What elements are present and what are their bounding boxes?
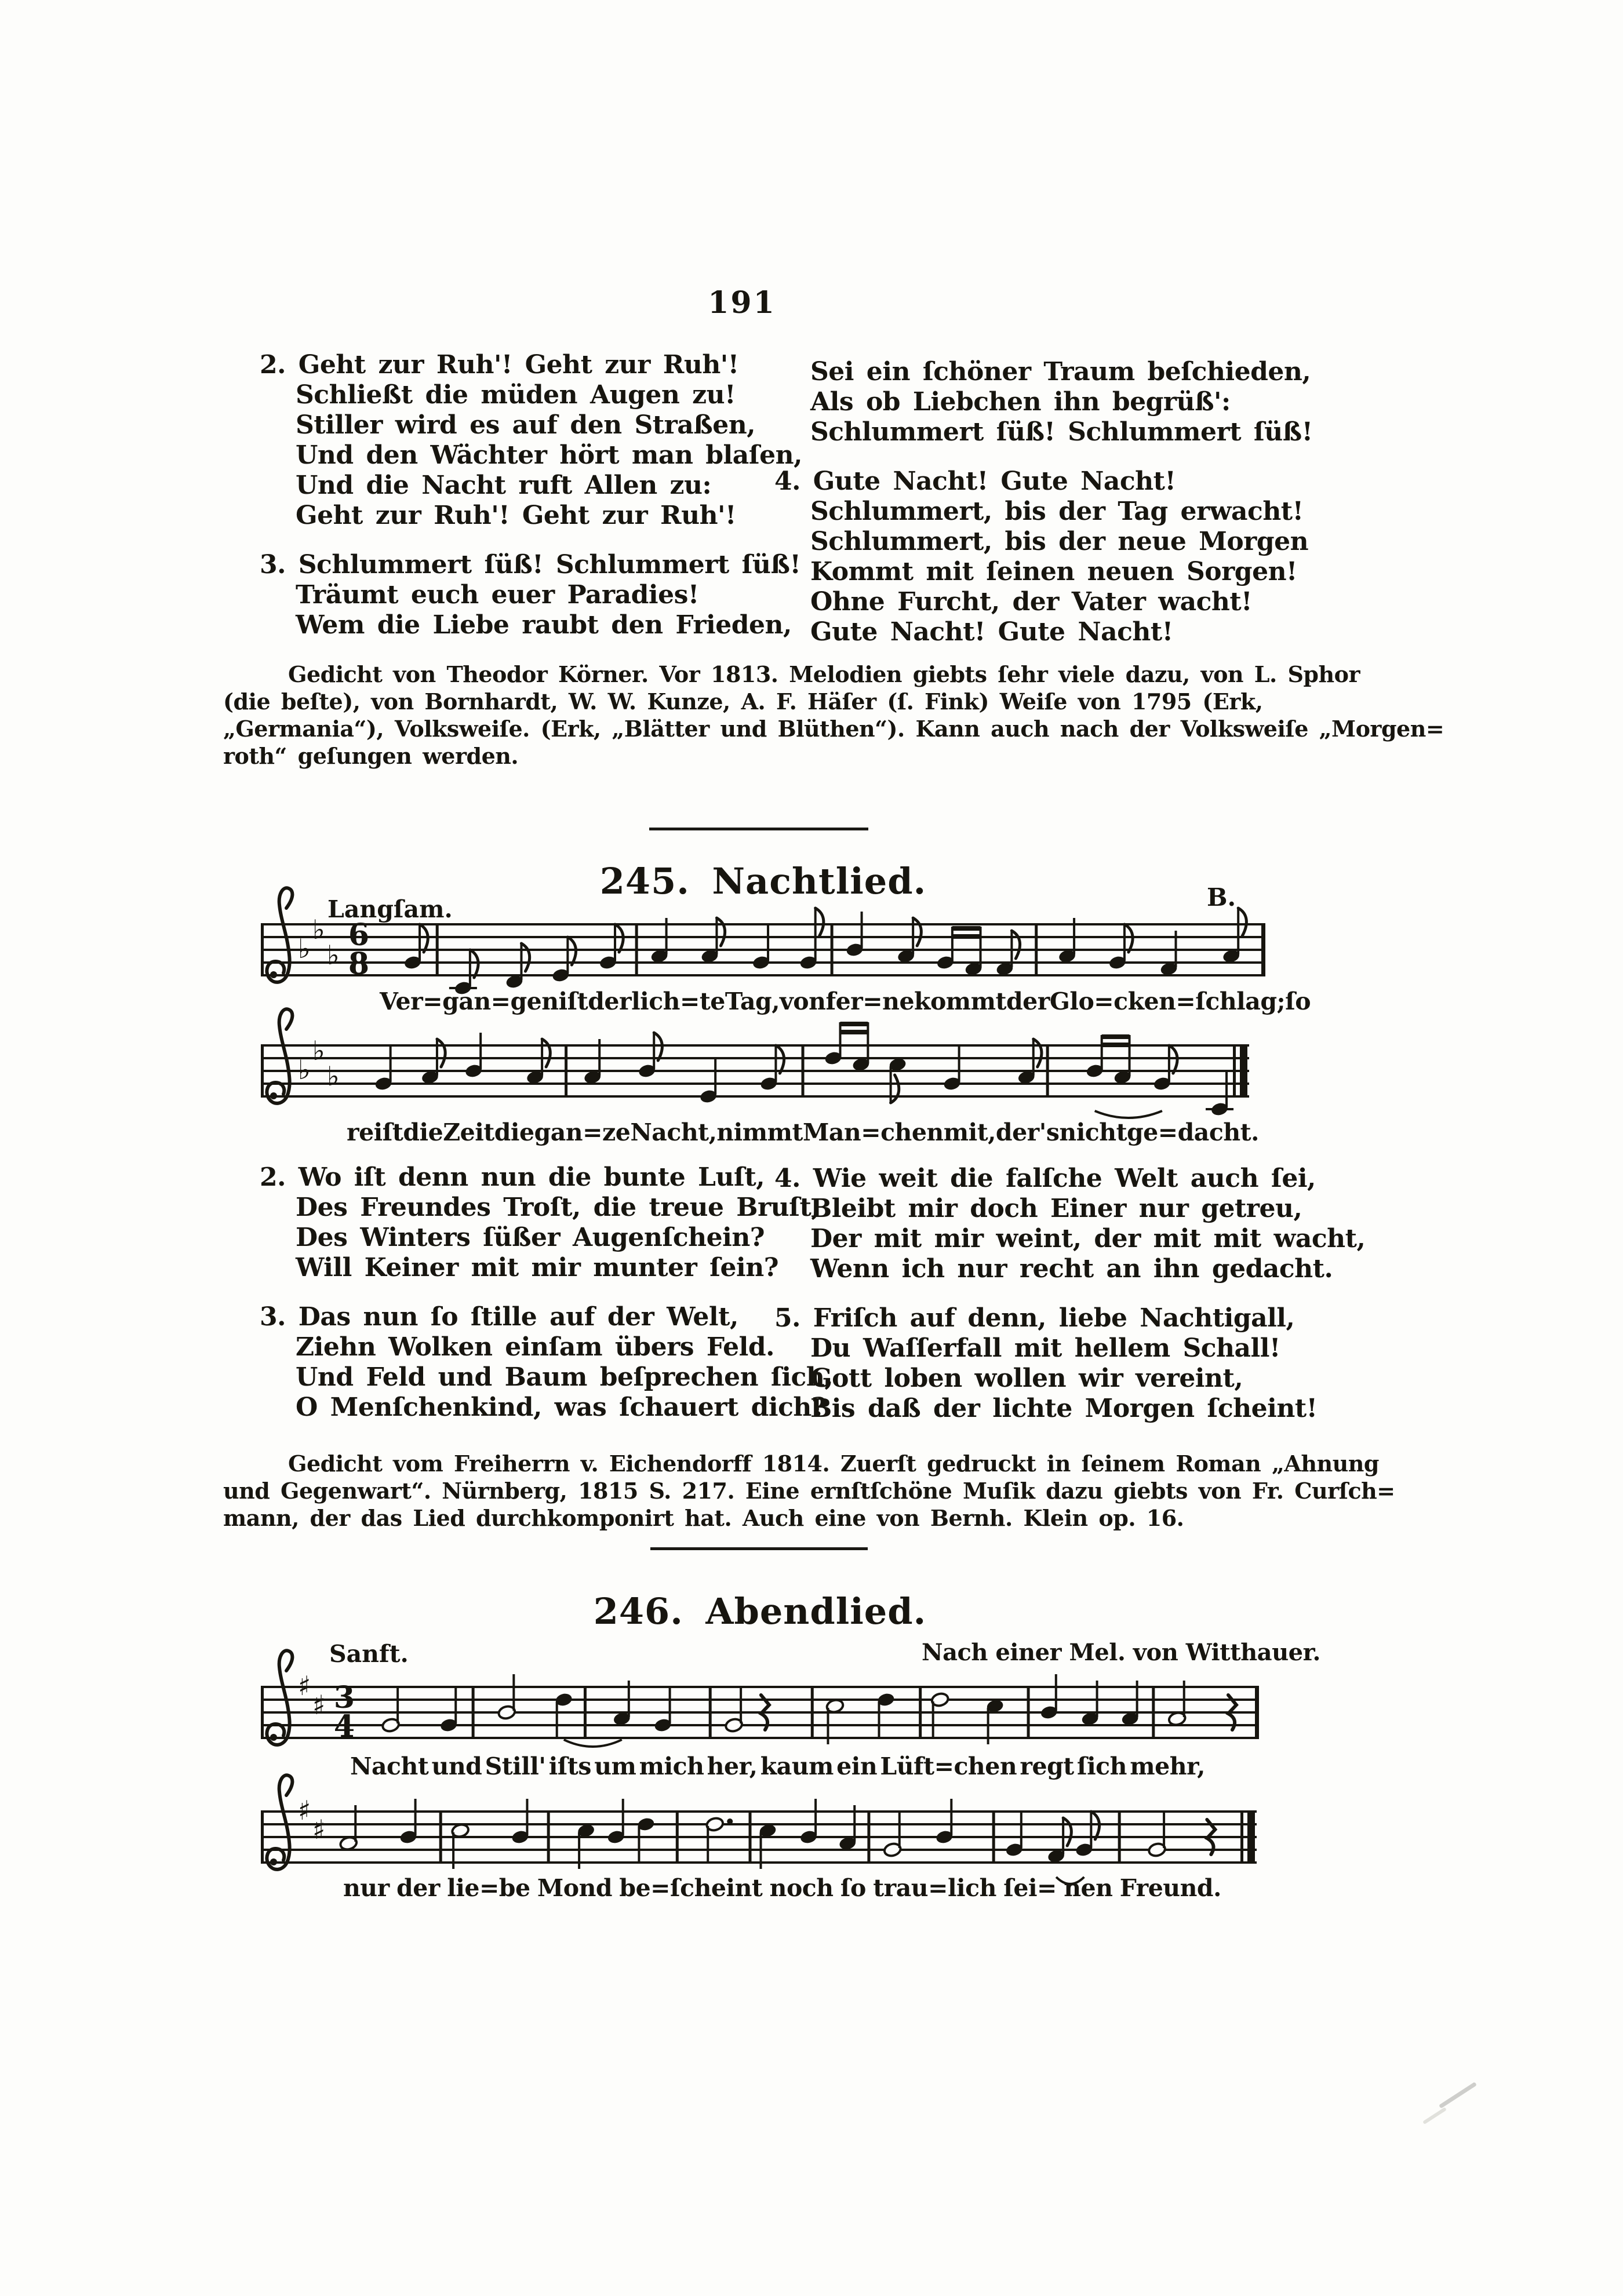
verse-line: Und den Wächter hört man blaſen, <box>296 440 802 470</box>
lyric-syllable: die <box>403 1118 443 1146</box>
treble-clef-icon <box>270 1858 277 1865</box>
verse-line: Schließt die müden Augen zu! <box>296 380 736 410</box>
song-246-heading: 246. Abendlied. <box>593 1590 927 1632</box>
lyric-syllable: ſich <box>1076 1752 1127 1780</box>
attribution-line: Gedicht von Theodor Körner. Vor 1813. Melodien giebts ſehr viele dazu, von L. Sphor <box>288 661 1360 687</box>
lyric-syllable: um <box>594 1752 636 1780</box>
barline <box>992 1810 995 1864</box>
barline <box>261 1810 264 1864</box>
song-245-verses-right <box>774 1164 1365 1443</box>
barline <box>831 923 834 976</box>
final-barline-thick <box>1247 1810 1255 1864</box>
lyric-syllable: mich <box>639 1752 704 1780</box>
attribution-line: Gedicht vom Freiherrn v. Eichendorff 1814. Zuerſt gedruckt in ſeinem Roman „Ahnung <box>288 1451 1379 1477</box>
key-signature-accidental: ♭ <box>327 1060 340 1092</box>
verse-line: Schlummert ſüß! Schlummert ſüß! <box>810 417 1313 447</box>
verse-line: Will Keiner mit mir munter ſein? <box>296 1253 779 1282</box>
verse-line: Wenn ich nur recht an ihn gedacht. <box>810 1254 1333 1284</box>
final-barline-thick <box>1240 1044 1247 1098</box>
song-245-heading: 245. Nachtlied. <box>599 860 927 902</box>
lyric-syllable: iſt <box>558 987 588 1015</box>
barline <box>919 1686 922 1739</box>
song-245-verses-left <box>260 1162 833 1442</box>
page-number: 191 <box>708 285 776 320</box>
verse-line: Du Waſſerfall mit hellem Schall! <box>810 1333 1280 1363</box>
treble-clef-icon <box>267 888 292 982</box>
attribution-line: „Germania“), Volksweiſe. (Erk, „Blätter und Blüthen“). Kann auch nach der Volksweiſe „Morgen= <box>223 716 1444 742</box>
lyric-syllable: lie=be <box>447 1874 530 1902</box>
key-signature-accidental: ♯ <box>298 1795 311 1826</box>
verse-line: Kommt mit ſeinen neuen Sorgen! <box>810 557 1297 586</box>
lyric-syllable: nur <box>343 1874 390 1902</box>
treble-clef-icon <box>270 1092 277 1099</box>
eighth-flag <box>542 1039 550 1067</box>
verse-line: 3. Das nun ſo ſtille auf der Welt, <box>260 1302 738 1332</box>
verse-line: Als ob Liebchen ihn begrüß': <box>810 387 1231 417</box>
lyric-syllable: gan=ze <box>534 1118 631 1146</box>
lyric-syllable: nen <box>1064 1874 1113 1902</box>
eighth-flag <box>816 908 824 936</box>
attribution-line: (die beſte), von Bornhardt, W. W. Kunze, A. F. Häſer (ſ. Fink) Weiſe von 1795 (Erk, <box>223 688 1263 715</box>
song-246-tempo-label: Sanft. <box>329 1640 409 1668</box>
lyric-syllable: von <box>779 987 826 1015</box>
end-barline <box>1255 1686 1259 1739</box>
time-signature: 6 <box>348 917 370 953</box>
lyric-syllable: Ver=gan=gen <box>380 987 559 1015</box>
lyric-syllable: regt <box>1020 1752 1074 1780</box>
lyric-syllable: fer=ne <box>825 987 915 1015</box>
barline <box>635 923 638 976</box>
barline <box>1046 1044 1049 1098</box>
lyric-syllable: ge= <box>1127 1118 1178 1146</box>
treble-clef-icon <box>267 1009 292 1103</box>
barline <box>472 1686 475 1739</box>
verse <box>260 350 802 531</box>
lyric-syllable: Nacht, <box>630 1118 717 1146</box>
barline <box>749 1810 752 1864</box>
final-barline-thin <box>1233 1044 1236 1098</box>
eighth-flag <box>1034 1039 1042 1067</box>
verse-line: 4. Wie weit die falſche Welt auch ſei, <box>774 1164 1316 1193</box>
verse-line: Gott loben wollen wir vereint, <box>810 1364 1243 1393</box>
prev-song-note <box>223 661 1444 770</box>
time-signature: 8 <box>348 946 370 982</box>
verse-line: O Menſchenkind, was ſchauert dich? <box>296 1393 827 1422</box>
lyric-syllable: Tag, <box>725 987 780 1015</box>
lyric-syllable: der <box>1006 987 1050 1015</box>
lyric-syllable: be=ſcheint <box>619 1874 763 1902</box>
lyric-syllable: der's <box>995 1118 1060 1146</box>
lyric-syllable: ſo <box>840 1874 866 1902</box>
lyric-syllable: Still' <box>485 1752 546 1780</box>
eighth-flag <box>1063 1818 1071 1846</box>
key-signature-accidental: ♭ <box>298 933 311 964</box>
lyric-syllable: Freund. <box>1119 1874 1221 1902</box>
verse-line: 2. Geht zur Ruh'! Geht zur Ruh'! <box>260 350 739 380</box>
barline <box>565 1044 567 1098</box>
key-signature-accidental: ♭ <box>298 1054 311 1085</box>
verse-line: Der mit mir weint, der mit mit wacht, <box>810 1224 1366 1253</box>
barline <box>1027 1686 1030 1739</box>
prev-song-verses-right <box>774 357 1313 666</box>
lyric-syllable: nimmt <box>716 1118 803 1146</box>
barline <box>261 923 264 976</box>
song-245-voice-mark: B. <box>1207 883 1236 912</box>
verse <box>774 1164 1365 1284</box>
lyric-syllable: der <box>588 987 632 1015</box>
treble-clef-icon <box>270 971 277 978</box>
lyric-syllable: noch <box>769 1874 834 1902</box>
lyric-syllable: iſts <box>548 1752 591 1780</box>
verse <box>774 357 1313 447</box>
lyric-syllable: Nacht <box>350 1752 429 1780</box>
lyric-syllable: die <box>494 1118 534 1146</box>
treble-clef-icon <box>267 1775 292 1869</box>
prev-song-verses-left <box>260 350 802 659</box>
lyric-syllable: mehr, <box>1130 1752 1205 1780</box>
eighth-flag <box>913 918 921 946</box>
verse <box>260 550 802 640</box>
eighth-flag <box>891 1075 899 1103</box>
lyric-syllable: Lüft=chen <box>880 1752 1017 1780</box>
verse-line: Sei ein ſchöner Traum beſchieden, <box>810 357 1311 387</box>
verse-line: 3. Schlummert ſüß! Schlummert ſüß! <box>260 550 801 580</box>
key-signature-accidental: ♯ <box>312 1689 326 1721</box>
verse-line: Und Feld und Baum beſprechen ſich, <box>296 1362 834 1392</box>
song-246-melody-credit: Nach einer Mel. von Witthauer. <box>922 1639 1320 1666</box>
slur <box>1095 1111 1162 1118</box>
lyrics-246-line2 <box>343 1874 1221 1902</box>
lyric-syllable: kaum <box>760 1752 834 1780</box>
verse-line: Wem die Liebe raubt den Frieden, <box>296 610 792 640</box>
lyric-syllable: Glo=cken=ſchlag; <box>1049 987 1286 1015</box>
section-divider <box>649 828 868 830</box>
slur <box>564 1740 622 1747</box>
verse-line: Ziehn Wolken einſam übers Feld. <box>296 1332 774 1362</box>
song-245-tempo-label: Langſam. <box>327 895 453 923</box>
eighth-flag <box>1238 908 1246 936</box>
lyric-syllable: reiſt <box>347 1118 403 1146</box>
barline <box>1118 1810 1121 1864</box>
scan-smudge <box>1422 2107 1447 2124</box>
lyric-syllable: und <box>431 1752 482 1780</box>
song-245-note <box>223 1450 1416 1532</box>
verse-line: Des Freundes Troſt, die treue Bruſt, <box>296 1193 820 1222</box>
verse-line: 4. Gute Nacht! Gute Nacht! <box>774 467 1176 496</box>
eighth-flag <box>716 918 725 946</box>
lyric-syllable: ſo <box>1285 987 1311 1015</box>
key-signature-accidental: ♯ <box>298 1670 311 1701</box>
verse-line: Schlummert, bis der neue Morgen <box>810 527 1309 556</box>
lyrics-245-line2 <box>347 1118 1259 1146</box>
key-signature-accidental: ♭ <box>327 939 340 971</box>
end-barline <box>1261 923 1265 976</box>
verse-line: Bis daß der lichte Morgen ſcheint! <box>810 1394 1318 1423</box>
verse <box>774 467 1313 647</box>
barline <box>1152 1686 1155 1739</box>
barline <box>676 1810 679 1864</box>
lyric-syllable: ein <box>836 1752 878 1780</box>
verse <box>260 1162 833 1283</box>
barline <box>547 1810 550 1864</box>
barline <box>709 1686 712 1739</box>
lyric-syllable: her, <box>707 1752 758 1780</box>
verse-line: Des Winters ſüßer Augenſchein? <box>296 1223 765 1252</box>
lyric-syllable: trau=lich <box>873 1874 996 1902</box>
verse <box>260 1302 833 1423</box>
lyric-syllable: Man=chen <box>802 1118 944 1146</box>
key-signature-accidental: ♭ <box>312 914 325 945</box>
barline <box>436 923 439 976</box>
verse-line: 5. Friſch auf denn, liebe Nachtigall, <box>774 1303 1295 1333</box>
eighth-flag <box>521 943 529 971</box>
barline <box>811 1686 814 1739</box>
lyric-syllable: Mond <box>537 1874 613 1902</box>
time-signature: 4 <box>333 1709 355 1744</box>
verse-line: Stiller wird es auf den Straßen, <box>296 410 756 440</box>
key-signature-accidental: ♭ <box>312 1035 325 1066</box>
verse-line: Geht zur Ruh'! Geht zur Ruh'! <box>296 501 736 530</box>
lyric-syllable: lich=te <box>631 987 725 1015</box>
barline <box>802 1044 805 1098</box>
barline <box>261 1686 264 1739</box>
lyric-syllable: dacht. <box>1177 1118 1259 1146</box>
treble-clef-icon <box>270 1734 277 1741</box>
verse-line: 2. Wo iſt denn nun die bunte Luſt, <box>260 1162 765 1192</box>
scan-smudge <box>1439 2082 1477 2108</box>
verse-line: Träumt euch euer Paradies! <box>296 580 699 610</box>
verse-line: Gute Nacht! Gute Nacht! <box>810 617 1173 647</box>
section-divider-2 <box>650 1547 868 1550</box>
key-signature-accidental: ♯ <box>312 1814 326 1845</box>
barline <box>261 1044 264 1098</box>
final-barline-thin <box>1240 1810 1243 1864</box>
attribution-line: roth“ geſungen werden. <box>223 743 519 769</box>
eighth-flag <box>1011 931 1020 959</box>
time-signature: 3 <box>333 1680 355 1715</box>
treble-clef-icon <box>267 1650 292 1745</box>
verse-line: Bleibt mir doch Einer nur getreu, <box>810 1194 1302 1223</box>
verse <box>774 1303 1365 1424</box>
eighth-flag <box>437 1039 445 1067</box>
lyric-syllable: mit, <box>943 1118 996 1146</box>
barline <box>867 1810 870 1864</box>
barline <box>439 1810 442 1864</box>
barline <box>1035 923 1038 976</box>
barline <box>584 1686 587 1739</box>
verse-line: Schlummert, bis der Tag erwacht! <box>810 497 1304 526</box>
verse-line: Ohne Furcht, der Vater wacht! <box>810 587 1252 617</box>
attribution-line: mann, der das Lied durchkomponirt hat. Auch eine von Bernh. Klein op. 16. <box>223 1505 1184 1531</box>
lyric-syllable: der <box>396 1874 440 1902</box>
lyric-syllable: nicht <box>1059 1118 1127 1146</box>
lyric-syllable: ſei= <box>1003 1874 1057 1902</box>
verse-line: Und die Nacht ruft Allen zu: <box>296 471 712 500</box>
lyric-syllable: Zeit <box>443 1118 494 1146</box>
lyric-syllable: kommt <box>914 987 1006 1015</box>
attribution-line: und Gegenwart“. Nürnberg, 1815 S. 217. Eine ernſtſchöne Muſik dazu giebts von Fr. Curſch= <box>223 1478 1395 1504</box>
augmentation-dot <box>727 1818 733 1824</box>
